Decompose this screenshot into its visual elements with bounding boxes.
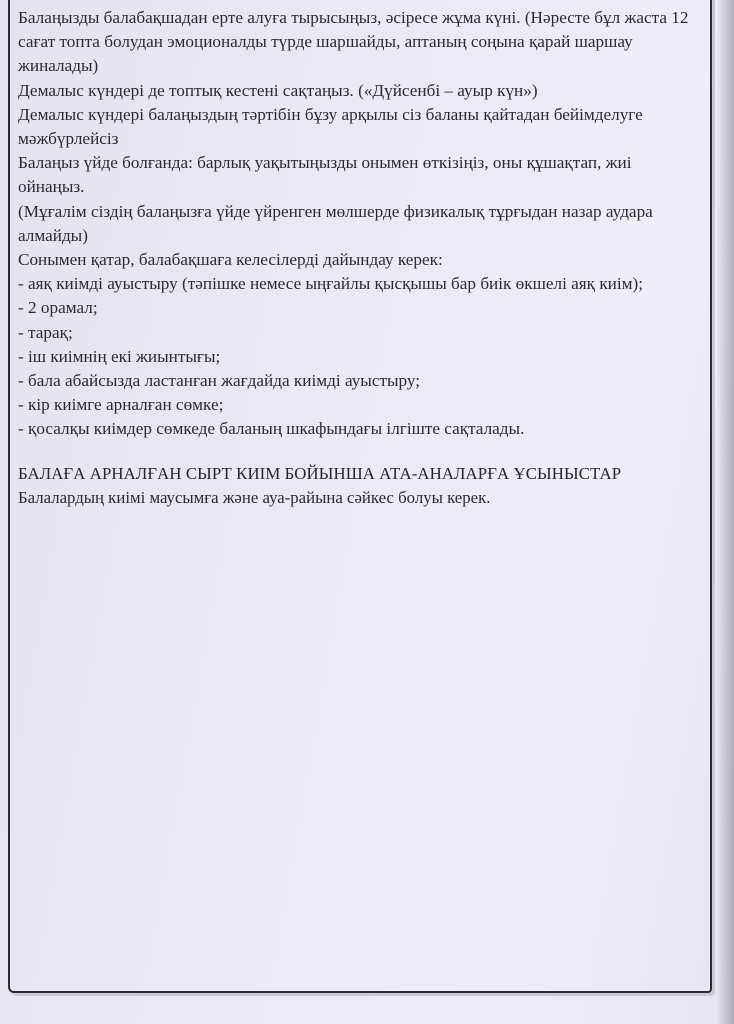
list-item: - бала абайсызда ластанған жағдайда киімді ауыстыру; — [18, 371, 421, 391]
list-item: - қосалқы киімдер сөмкеде баланың шкафындағы ілгіште сақталады. — [18, 419, 525, 439]
paragraph-weekend-routine: Демалыс күндері балаңыздың тәртібін бұзу арқылы сіз баланы қайтадан бейімделуге мәжбүрлейсіз — [18, 104, 643, 149]
list-item: - іш киімнің екі жиынтығы; — [18, 346, 221, 366]
page-edge-shadow — [716, 0, 734, 1024]
paragraph-teacher-note: (Мұғалім сіздің балаңызға үйде үйренген мөлшерде физикалық тұрғыдан назар аудара алмайды) — [18, 201, 653, 245]
paragraph-early-pickup: Балаңызды балабақшадан ерте алуға тырысыңыз, әсіресе жұма күні. (Нәресте бұл жаста 12 сағат топта болудан эмоционалды түрде шаршайды, аптаның соңына қарай шаршау жиналады) — [18, 8, 689, 76]
paragraph-weekend-schedule: Демалыс күндері де топтық кестені сақтаңыз. («Дүйсенбі – ауыр күн») — [18, 80, 538, 100]
paragraph-at-home: Балаңыз үйде болғанда: барлық уақытыңызды онымен өткізіңіз, оны құшақтап, жиі ойнаңыз. — [18, 153, 632, 197]
section-heading: БАЛАҒА АРНАЛҒАН СЫРТ КИІМ БОЙЫНША АТА-АНАЛАРҒА ҰСЫНЫСТАР — [18, 463, 622, 483]
section-subtext: Балалардың киімі маусымға және ауа-райына сәйкес болуы керек. — [18, 487, 491, 507]
list-item: - аяқ киімді ауыстыру (тәпішке немесе ыңғайлы қысқышы бар биік өкшелі аяқ киім); — [18, 274, 644, 294]
paragraph-prepare-list-intro: Сонымен қатар, балабақшаға келесілерді дайындау керек: — [18, 250, 443, 270]
list-item: - тарақ; — [18, 322, 73, 342]
list-item: - кір киімге арналған сөмке; — [18, 395, 224, 415]
supplies-list — [18, 272, 700, 441]
document-body — [18, 6, 700, 510]
list-item: - 2 орамал; — [18, 298, 98, 318]
